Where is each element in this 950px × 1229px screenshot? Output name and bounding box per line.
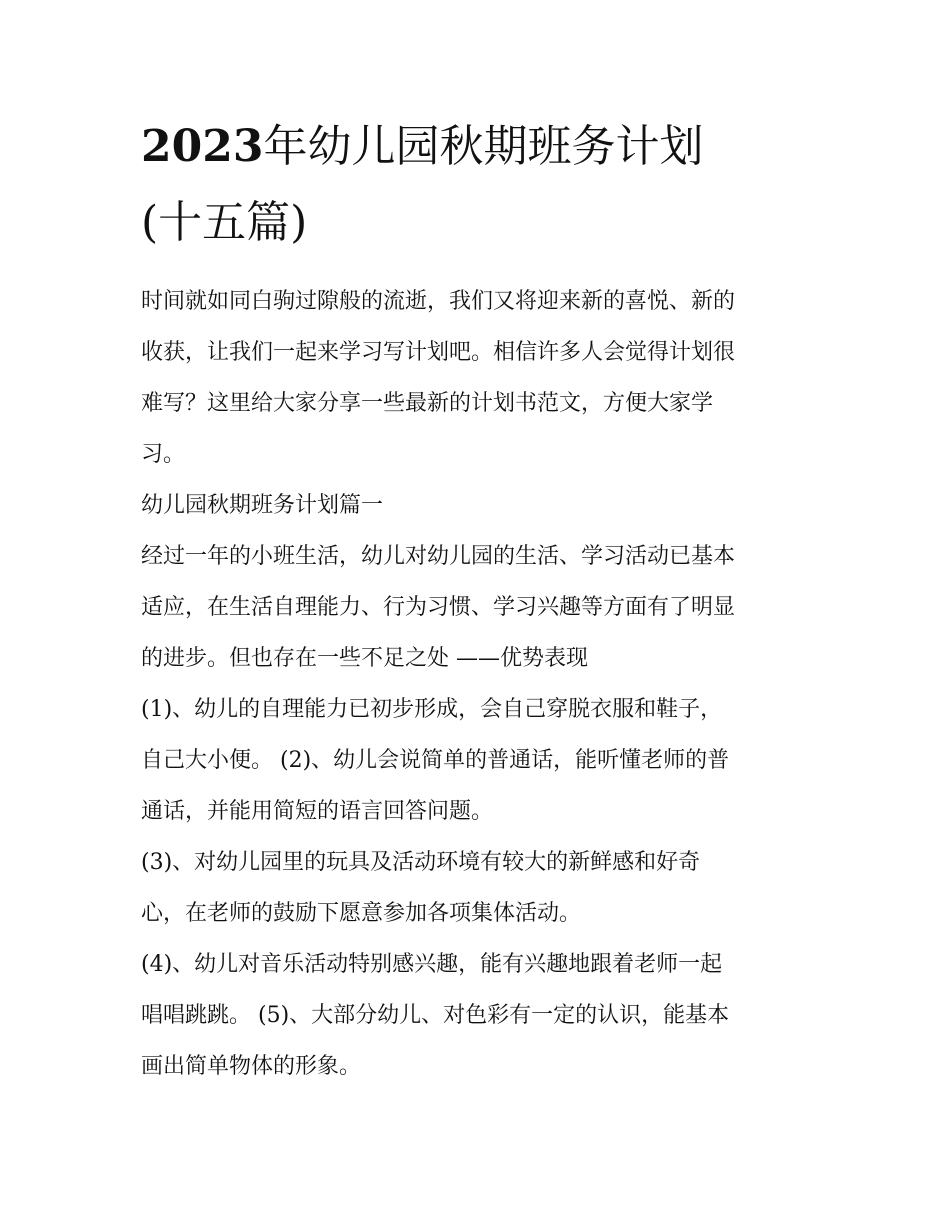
title-rest: 年幼儿园秋期班务计划: [263, 121, 704, 172]
body-line: 通话，并能用简短的语言回答问题。: [141, 799, 494, 824]
body-line: 时间就如同白驹过隙般的流逝，我们又将迎来新的喜悦、新的: [141, 289, 736, 314]
body-line: 画出简单物体的形象。: [141, 1054, 362, 1079]
document-title: [141, 118, 813, 252]
body-line: 经过一年的小班生活，幼儿对幼儿园的生活、学习活动已基本: [141, 544, 736, 569]
body-line: 收获，让我们一起来学习写计划吧。相信许多人会觉得计划很: [141, 340, 736, 365]
body-line: 唱唱跳跳。 (5)、大部分幼儿、对色彩有一定的认识，能基本: [141, 1003, 730, 1028]
title-line-1: [141, 118, 813, 176]
body-line: 心，在老师的鼓励下愿意参加各项集体活动。: [141, 901, 582, 926]
body-line: 适应，在生活自理能力、行为习惯、学习兴趣等方面有了明显: [141, 595, 736, 620]
title-line-2: (十五篇): [141, 197, 308, 248]
body-line: 难写？这里给大家分享一些最新的计划书范文，方便大家学: [141, 391, 714, 416]
document-body: [141, 276, 813, 1092]
document-content: [141, 118, 813, 1092]
title-year: 2023: [141, 121, 264, 172]
section-heading: 幼儿园秋期班务计划篇一: [141, 493, 384, 518]
body-line: (4)、幼儿对音乐活动特别感兴趣，能有兴趣地跟着老师一起: [141, 952, 723, 977]
body-line: 习。: [141, 442, 186, 467]
body-line: (3)、对幼儿园里的玩具及活动环境有较大的新鲜感和好奇: [141, 850, 701, 875]
body-line: (1)、幼儿的自理能力已初步形成，会自己穿脱衣服和鞋子，: [141, 697, 723, 722]
body-line: 的进步。但也存在一些不足之处 ——优势表现: [141, 646, 588, 671]
body-line: 自己大小便。 (2)、幼儿会说简单的普通话，能听懂老师的普: [141, 748, 730, 773]
